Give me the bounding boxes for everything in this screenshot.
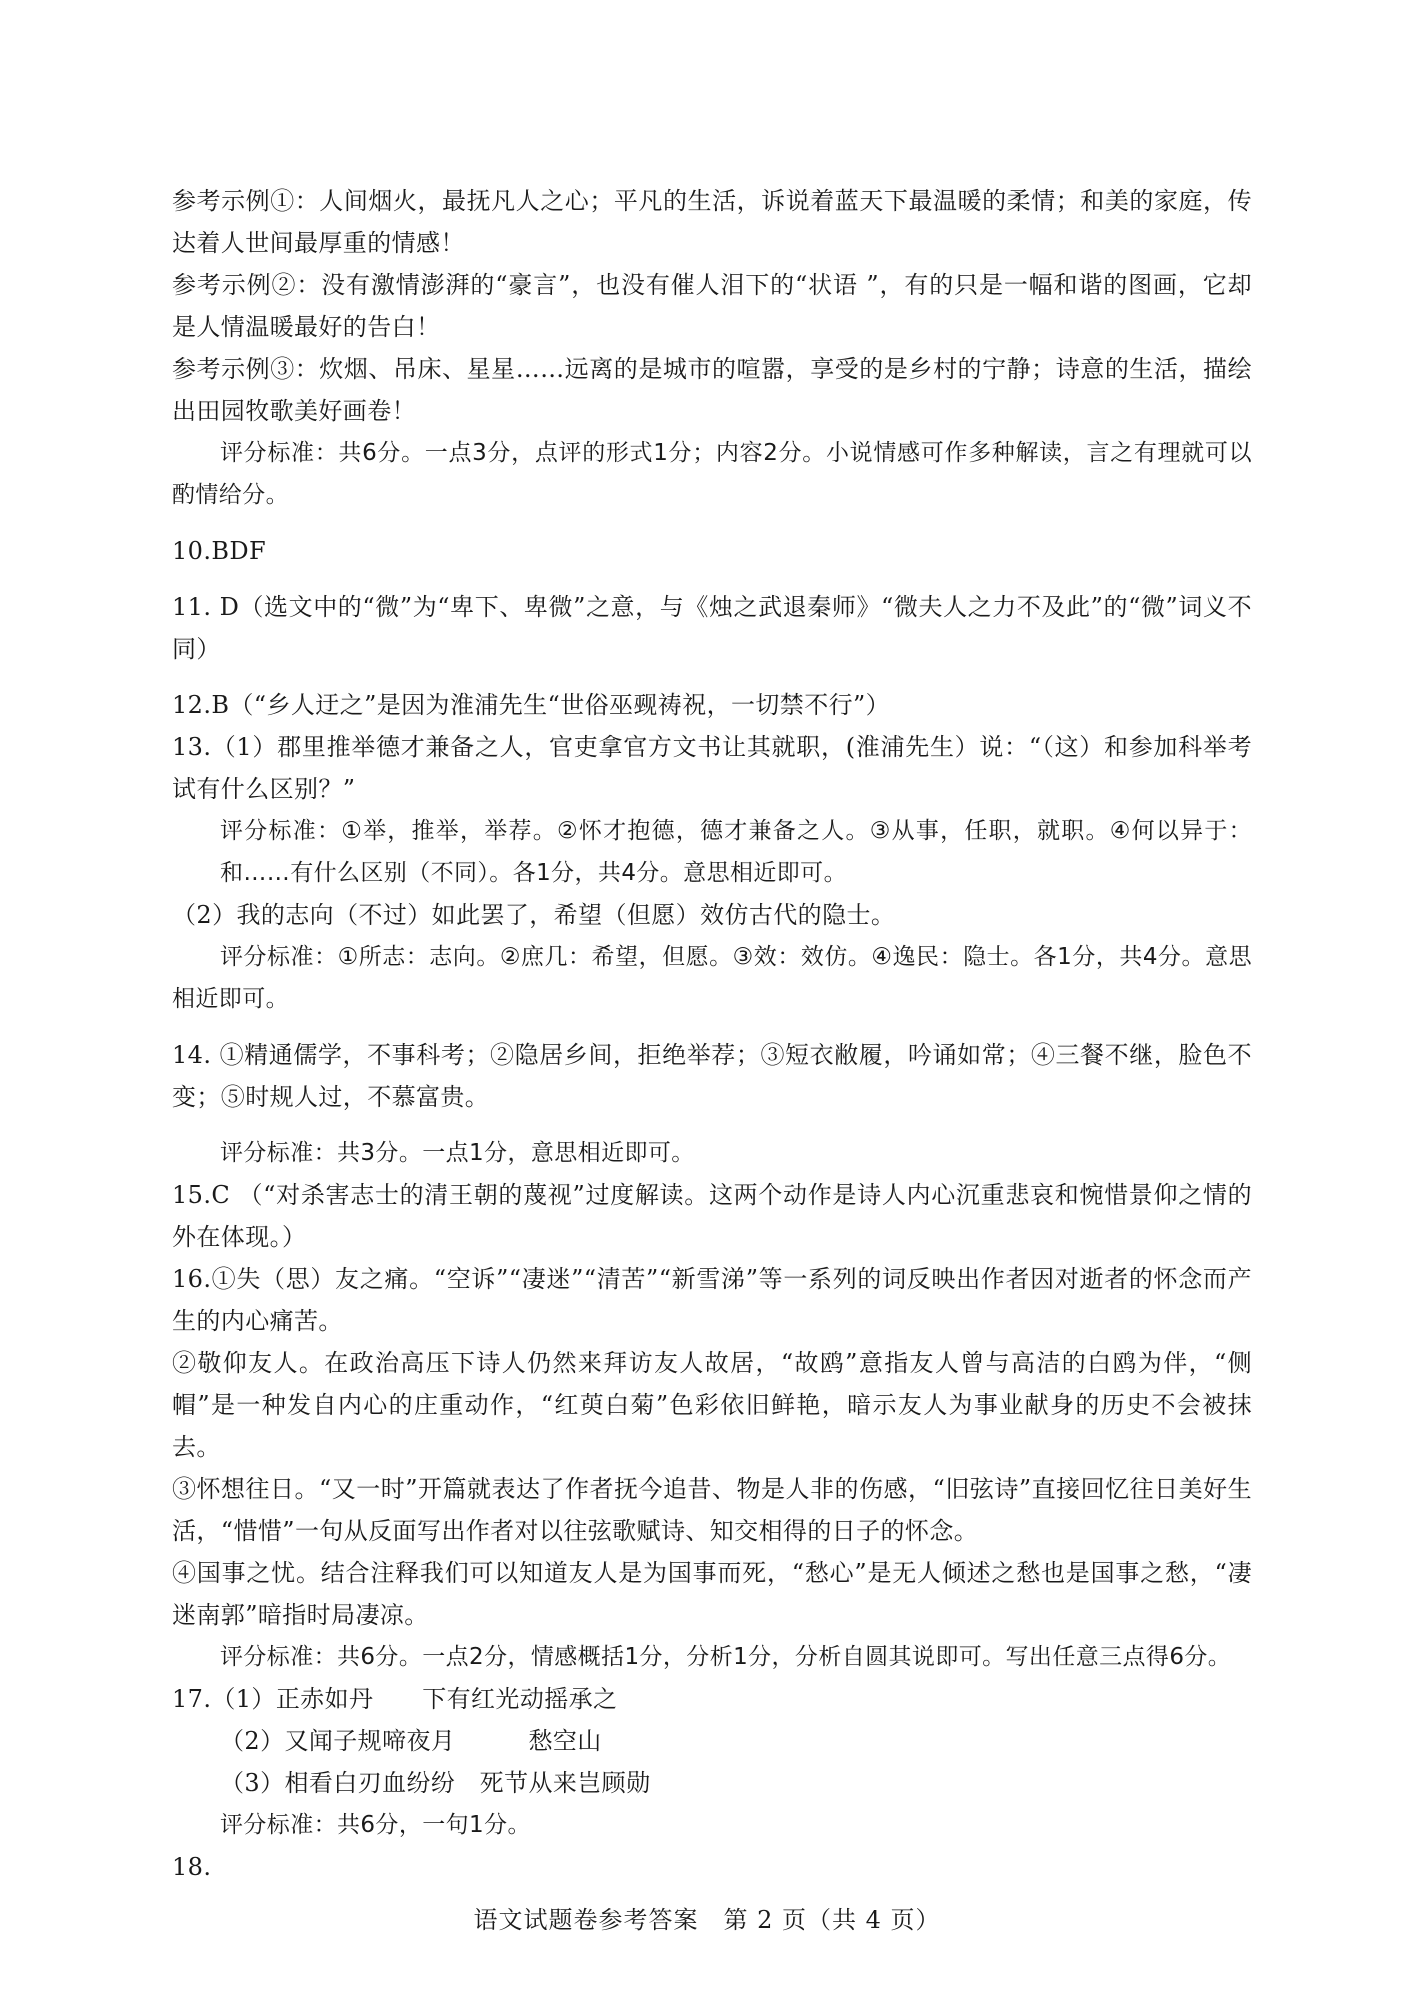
- q9-grading-criteria: 评分标准：共6分。一点3分，点评的形式1分；内容2分。小说情感可作多种解读，言之有理就可以酌情给分。: [172, 440, 1252, 508]
- page-footer: 语文试题卷参考答案 第 2 页（共 4 页）: [473, 1906, 941, 1934]
- q13-part2-answer: （2）我的志向（不过）如此罢了，希望（但愿）效仿古代的隐士。: [172, 901, 896, 929]
- q14-answer: 14. ①精通儒学，不事科考；②隐居乡间，拒绝举荐；③短衣敝履，吟诵如常；④三餐不继，脸色不变；⑤时规人过，不慕富贵。: [172, 1041, 1252, 1111]
- q10-answer: 10.BDF: [172, 537, 267, 565]
- q17-line-1: 17.（1）正赤如丹 下有红光动摇承之: [172, 1685, 618, 1713]
- q16-point-3: ③怀想往日。“又一时”开篇就表达了作者抚今追昔、物是人非的伤感，“旧弦诗”直接回忆往日美好生活，“惜惜”一句从反面写出作者对以往弦歌赋诗、知交相得的日子的怀念。: [172, 1475, 1252, 1545]
- q17-line-3: （3）相看白刃血纷纷 死节从来岂顾勋: [220, 1769, 651, 1797]
- sample-answer-2: 参考示例②：没有激情澎湃的“豪言”，也没有催人泪下的“状语 ”，有的只是一幅和谐的图画，它却是人情温暖最好的告白！: [172, 271, 1252, 341]
- q17-line-2: （2）又闻子规啼夜月 愁空山: [220, 1727, 602, 1755]
- q16-point-4: ④国事之忧。结合注释我们可以知道友人是为国事而死，“愁心”是无人倾述之愁也是国事之愁，“凄迷南郭”暗指时局凄凉。: [172, 1559, 1252, 1629]
- q13-part1-grading: 评分标准：①举，推举，举荐。②怀才抱德，德才兼备之人。③从事，任职，就职。④何以异于：和……有什么区别（不同）。各1分，共4分。意思相近即可。: [220, 818, 1252, 886]
- q17-grading: 评分标准：共6分，一句1分。: [220, 1812, 531, 1838]
- q15-answer: 15.C （“对杀害志士的清王朝的蔑视”过度解读。这两个动作是诗人内心沉重悲哀和惋惜景仰之情的外在体现。）: [172, 1181, 1252, 1251]
- q11-answer: 11. D（选文中的“微”为“卑下、卑微”之意，与《烛之武退秦师》“微夫人之力不及此”的“微”词义不同）: [172, 593, 1252, 663]
- q12-answer: 12.B（“乡人迂之”是因为淮浦先生“世俗巫觋祷祝，一切禁不行”）: [172, 691, 891, 719]
- q13-part1-answer: 13.（1）郡里推举德才兼备之人，官吏拿官方文书让其就职，(淮浦先生）说：“（这）和参加科举考试有什么区别？”: [172, 733, 1252, 803]
- q16-grading: 评分标准：共6分。一点2分，情感概括1分，分析1分，分析自圆其说即可。写出任意三点得6分。: [220, 1644, 1232, 1670]
- q14-grading: 评分标准：共3分。一点1分，意思相近即可。: [220, 1140, 695, 1166]
- sample-answer-3: 参考示例③：炊烟、吊床、星星……远离的是城市的喧嚣，享受的是乡村的宁静；诗意的生活，描绘出田园牧歌美好画卷！: [172, 355, 1252, 425]
- q18-answer: 18.: [172, 1853, 212, 1881]
- answer-content: [172, 180, 1252, 1888]
- q16-point-2: ②敬仰友人。在政治高压下诗人仍然来拜访友人故居，“故鸥”意指友人曾与高洁的白鸥为伴，“侧帽”是一种发自内心的庄重动作，“红萸白菊”色彩依旧鲜艳，暗示友人为事业献身的历史不会被抹去。: [172, 1349, 1252, 1461]
- q13-part2-grading: 评分标准：①所志：志向。②庶几：希望，但愿。③效：效仿。④逸民：隐士。各1分，共4分。意思相近即可。: [172, 944, 1252, 1012]
- sample-answer-1: 参考示例①：人间烟火，最抚凡人之心；平凡的生活，诉说着蓝天下最温暖的柔情；和美的家庭，传达着人世间最厚重的情感！: [172, 187, 1252, 257]
- q16-point-1: 16.①失（思）友之痛。“空诉”“凄迷”“清苦”“新雪涕”等一系列的词反映出作者因对逝者的怀念而产生的内心痛苦。: [172, 1265, 1252, 1335]
